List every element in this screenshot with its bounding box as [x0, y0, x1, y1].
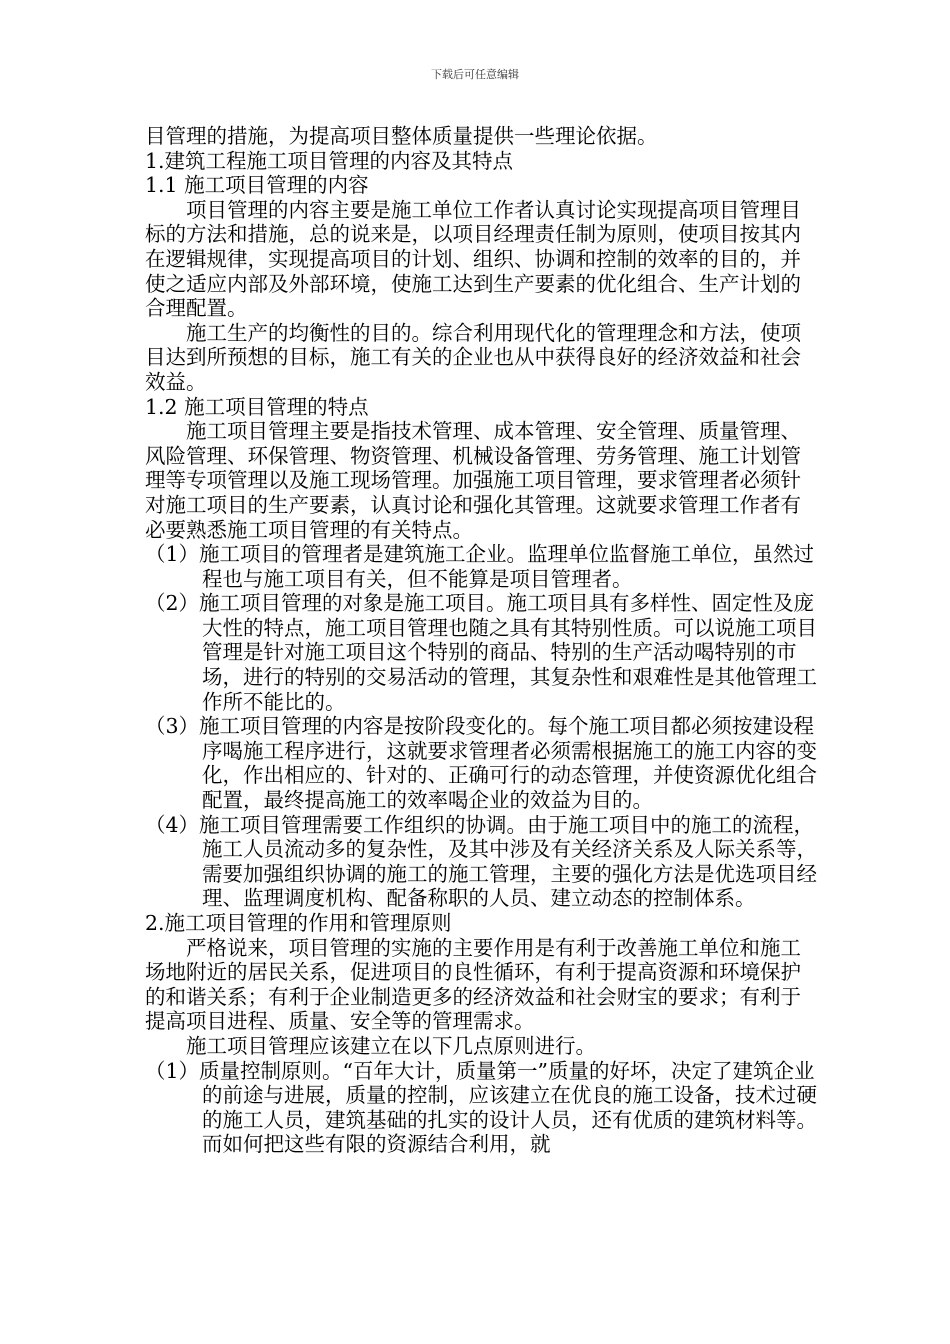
- subsection-heading: 1.2 施工项目管理的特点: [145, 394, 369, 419]
- body-paragraph: 施工项目管理主要是指技术管理、成本管理、安全管理、质量管理、风险管理、环保管理、物资管理、机械设备管理、劳务管理、施工计划管理等专项管理以及施工现场管理。加强施工项目管理，要求管理者必须针对施工项目的生产要素，认真讨论和强化其管理。这就要求管理工作者有必要熟悉施工项目管理的有关特点。: [145, 419, 801, 542]
- subsection-heading: 1.1 施工项目管理的内容: [145, 173, 369, 198]
- body-paragraph: 施工生产的均衡性的目的。综合利用现代化的管理理念和方法，使项目达到所预想的目标，施工有关的企业也从中获得良好的经济效益和社会效益。: [145, 320, 801, 394]
- list-item: （1）质量控制原则。“百年大计，质量第一”质量的好坏，决定了建筑企业的前途与进展，质量的控制，应该建立在优良的施工设备，技术过硬的施工人员，建筑基础的扎实的设计人员，还有优质的建筑材料等。而如何把这些有限的资源结合利用，就: [145, 1058, 817, 1157]
- section-heading: 2.施工项目管理的作用和管理原则: [145, 911, 452, 935]
- list-item: （1）施工项目的管理者是建筑施工企业。监理单位监督施工单位，虽然过程也与施工项目有关，但不能算是项目管理者。: [145, 542, 815, 591]
- section-heading: 1.建筑工程施工项目管理的内容及其特点: [145, 148, 514, 173]
- body-paragraph: 严格说来，项目管理的实施的主要作用是有利于改善施工单位和施工场地附近的居民关系，促进项目的良性循环，有利于提高资源和环境保护的和谐关系；有利于企业制造更多的经济效益和社会财宝的要求；有利于提高项目进程、质量、安全等的管理需求。: [145, 935, 801, 1034]
- document-body: [145, 124, 817, 1157]
- list-item: （2）施工项目管理的对象是施工项目。施工项目具有多样性、固定性及庞大性的特点，施工项目管理也随之具有其特别性质。可以说施工项目管理是针对施工项目这个特别的商品、特别的生产活动喝特别的市场，进行的特别的交易活动的管理，其复杂性和艰难性是其他管理工作所不能比的。: [145, 591, 817, 714]
- body-paragraph: 目管理的措施，为提高项目整体质量提供一些理论依据。: [145, 124, 658, 148]
- list-item: （3）施工项目管理的内容是按阶段变化的。每个施工项目都必须按建设程序喝施工程序进行，这就要求管理者必须需根据施工的施工内容的变化，作出相应的、针对的、正确可行的动态管理，并使资源优化组合配置，最终提高施工的效率喝企业的效益为目的。: [145, 714, 817, 813]
- body-paragraph: 施工项目管理应该建立在以下几点原则进行。: [186, 1033, 596, 1058]
- page-header: 下载后可任意编辑: [431, 68, 519, 81]
- body-paragraph: 项目管理的内容主要是施工单位工作者认真讨论实现提高项目管理目标的方法和措施，总的说来是，以项目经理责任制为原则，使项目按其内在逻辑规律，实现提高项目的计划、组织、协调和控制的效率的目的，并使之适应内部及外部环境，使施工达到生产要素的优化组合、生产计划的合理配置。: [145, 197, 801, 321]
- list-item: （4）施工项目管理需要工作组织的协调。由于施工项目中的施工的流程，施工人员流动多的复杂性，及其中涉及有关经济关系及人际关系等，需要加强组织协调的施工的施工管理，主要的强化方法是优选项目经理、监理调度机构、配备称职的人员、建立动态的控制体系。: [145, 812, 817, 911]
